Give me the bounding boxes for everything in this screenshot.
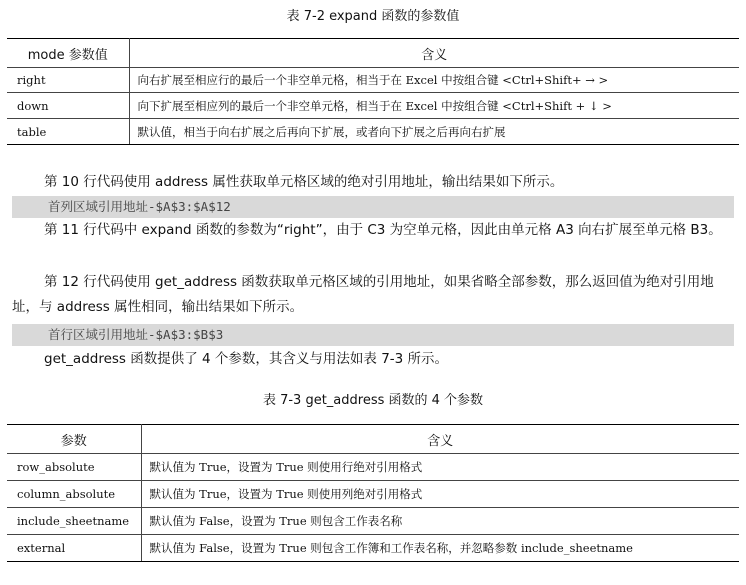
meaning-cell: 默认值为 True，设置为 True 则使用行绝对引用格式 [141, 454, 739, 481]
table-row [7, 68, 739, 93]
param-cell: include_sheetname [7, 508, 141, 535]
paragraph-get-address: 第 12 行代码使用 get_address 函数获取单元格区域的引用地址，如果省略全部参数，那么返回值为绝对引用地址，与 address 属性相同，输出结果如下所示。 [12, 274, 714, 315]
code-output-get-address: 首行区域引用地址-$A$3:$B$3 [12, 324, 734, 346]
table-header-row [7, 425, 739, 454]
column-header-param: 参数 [7, 425, 141, 454]
meaning-cell: 默认值，相当于向右扩展之后再向下扩展，或者向下扩展之后再向右扩展 [129, 119, 739, 145]
table2-caption: 表 7-3 get_address 函数的 4 个参数 [262, 393, 484, 408]
param-cell: row_absolute [7, 454, 141, 481]
meaning-cell: 默认值为 False，设置为 True 则包含工作簿和工作表名称，并忽略参数 include_sheetname [141, 535, 739, 562]
table-row [7, 454, 739, 481]
param-cell: down [7, 93, 129, 119]
param-cell: right [7, 68, 129, 93]
meaning-cell: 向右扩展至相应行的最后一个非空单元格，相当于在 Excel 中按组合键 <Ctrl+Shift+ → > [129, 68, 739, 93]
expand-parameter-table [7, 38, 739, 145]
table-row [7, 481, 739, 508]
table1-caption: 表 7-2 expand 函数的参数值 [286, 9, 460, 24]
paragraph-address: 第 10 行代码使用 address 属性获取单元格区域的绝对引用地址，输出结果如下所示。 [44, 174, 564, 190]
meaning-cell: 向下扩展至相应列的最后一个非空单元格，相当于在 Excel 中按组合键 <Ctrl+Shift + ↓ > [129, 93, 739, 119]
paragraph-get-address-params: get_address 函数提供了 4 个参数，其含义与用法如表 7-3 所示。 [44, 351, 449, 367]
column-header-meaning: 含义 [141, 425, 739, 454]
table-row [7, 119, 739, 145]
param-cell: column_absolute [7, 481, 141, 508]
param-cell: table [7, 119, 129, 145]
table-row [7, 535, 739, 562]
param-cell: external [7, 535, 141, 562]
code-output-address: 首列区域引用地址-$A$3:$A$12 [12, 196, 734, 218]
paragraph-expand-right: 第 11 行代码中 expand 函数的参数为“right”，由于 C3 为空单元格，因此由单元格 A3 向右扩展至单元格 B3。 [44, 222, 722, 238]
get-address-parameter-table [7, 424, 739, 562]
table-row [7, 93, 739, 119]
meaning-cell: 默认值为 False，设置为 True 则包含工作表名称 [141, 508, 739, 535]
column-header-meaning: 含义 [129, 39, 739, 68]
meaning-cell: 默认值为 True，设置为 True 则使用列绝对引用格式 [141, 481, 739, 508]
table-row [7, 508, 739, 535]
table-header-row [7, 39, 739, 68]
column-header-mode: mode 参数值 [7, 39, 129, 68]
